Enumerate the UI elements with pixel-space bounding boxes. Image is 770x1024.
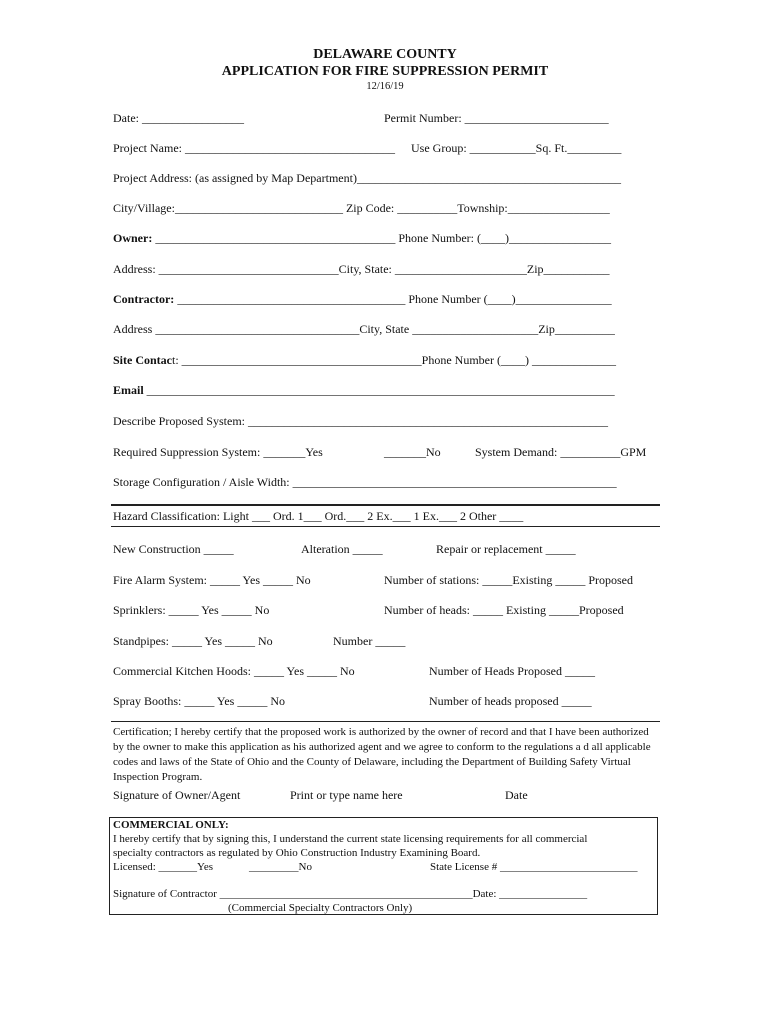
owner-phone-line: ________________________________________ Phone Number: (____)_________________ — [152, 231, 611, 245]
project-name-field[interactable]: Project Name: ___________________________________ — [113, 141, 395, 155]
repair-replacement-field[interactable]: Repair or replacement _____ — [436, 542, 576, 556]
required-suppression-no[interactable]: _______No — [384, 445, 441, 459]
commercial-only-title: COMMERCIAL ONLY: — [113, 819, 229, 831]
contractor-label: Contractor: — [113, 292, 175, 306]
certification-date-label: Date — [505, 788, 528, 802]
county-heading: DELAWARE COUNTY — [313, 47, 457, 62]
contractor-phone-line: ______________________________________ Phone Number (____)________________ — [174, 292, 612, 306]
standpipe-number-field[interactable]: Number _____ — [333, 634, 406, 648]
hazard-bottom-rule — [111, 526, 660, 527]
contractor-field[interactable] — [113, 292, 612, 306]
kitchen-hoods-field[interactable]: Commercial Kitchen Hoods: _____ Yes _____ No — [113, 664, 355, 678]
site-contact-field[interactable] — [113, 353, 616, 367]
new-construction-field[interactable]: New Construction _____ — [113, 542, 234, 556]
permit-number-field[interactable]: Permit Number: ________________________ — [384, 111, 609, 125]
site-contact-label: Site Contac — [113, 353, 172, 367]
licensed-no-field[interactable]: _________No — [249, 861, 312, 873]
system-demand-field[interactable]: System Demand: __________GPM — [475, 445, 647, 459]
certification-text: Certification; I hereby certify that the proposed work is authorized by the owner of record and that I have been authorized by the owner to make this application as his authorized agent and we agree to conform to the regulations a d all applicable codes and laws of the State of Ohio and the County of Delaware, including the Department of Building Safety Virtual Inspection Program. — [113, 726, 651, 783]
storage-configuration-field[interactable]: Storage Configuration / Aisle Width: ______________________________________________________ — [113, 475, 617, 489]
site-contact-phone-line: t: ________________________________________Phone Number (____) ______________ — [172, 353, 616, 367]
fire-alarm-field[interactable]: Fire Alarm System: _____ Yes _____ No — [113, 573, 311, 587]
email-line: ______________________________________________________________________________ — [143, 383, 615, 397]
hazard-classification-field[interactable]: Hazard Classification: Light ___ Ord. 1___ Ord.___ 2 Ex.___ 1 Ex.___ 2 Other ____ — [113, 509, 524, 523]
project-address-field[interactable]: Project Address: (as assigned by Map Department)____________________________________________ — [113, 171, 621, 185]
city-zip-township-field[interactable]: City/Village:____________________________ Zip Code: __________Township:_________________ — [113, 201, 610, 215]
email-field[interactable] — [113, 383, 615, 397]
hazard-top-rule — [111, 504, 660, 506]
print-name-label: Print or type name here — [290, 788, 403, 802]
spray-booths-field[interactable]: Spray Booths: _____ Yes _____ No — [113, 694, 286, 708]
contractor-signature-field[interactable]: Signature of Contractor ______________________________________________Date: ________________ — [113, 888, 588, 900]
describe-system-field[interactable]: Describe Proposed System: ____________________________________________________________ — [113, 414, 608, 428]
licensed-yes-field[interactable]: Licensed: _______Yes — [113, 861, 214, 873]
number-of-heads-field[interactable]: Number of heads: _____ Existing _____Proposed — [384, 603, 624, 617]
commercial-certify-line-1: I hereby certify that by signing this, I understand the current state licensing requirements for all commercial — [113, 833, 588, 845]
commercial-contractors-note: (Commercial Specialty Contractors Only) — [228, 902, 413, 914]
certification-top-rule — [111, 721, 660, 722]
owner-field[interactable] — [113, 231, 611, 245]
required-suppression-yes[interactable]: Required Suppression System: _______Yes — [113, 445, 323, 459]
use-group-field[interactable]: Use Group: ___________Sq. Ft._________ — [411, 141, 622, 155]
number-of-stations-field[interactable]: Number of stations: _____Existing _____ Proposed — [384, 573, 633, 587]
standpipes-field[interactable]: Standpipes: _____ Yes _____ No — [113, 634, 273, 648]
form-title: APPLICATION FOR FIRE SUPPRESSION PERMIT — [221, 64, 549, 79]
alteration-field[interactable]: Alteration _____ — [301, 542, 383, 556]
state-license-field[interactable]: State License # _________________________ — [430, 861, 638, 873]
owner-signature-label: Signature of Owner/Agent — [113, 788, 241, 802]
email-label: Email — [113, 383, 144, 397]
owner-label: Owner: — [113, 231, 153, 245]
owner-address-field[interactable]: Address: ______________________________City, State: ______________________Zip___________ — [113, 262, 610, 276]
kitchen-heads-proposed-field[interactable]: Number of Heads Proposed _____ — [429, 664, 595, 678]
spray-heads-proposed-field[interactable]: Number of heads proposed _____ — [429, 694, 592, 708]
sprinklers-field[interactable]: Sprinklers: _____ Yes _____ No — [113, 603, 270, 617]
commercial-certify-line-2: specialty contractors as regulated by Ohio Construction Industry Examining Board. — [113, 847, 481, 859]
date-field[interactable]: Date: _________________ — [113, 111, 244, 125]
form-revision-date: 12/16/19 — [366, 81, 404, 92]
contractor-address-field[interactable]: Address __________________________________City, State _____________________Zip__________ — [113, 322, 615, 336]
